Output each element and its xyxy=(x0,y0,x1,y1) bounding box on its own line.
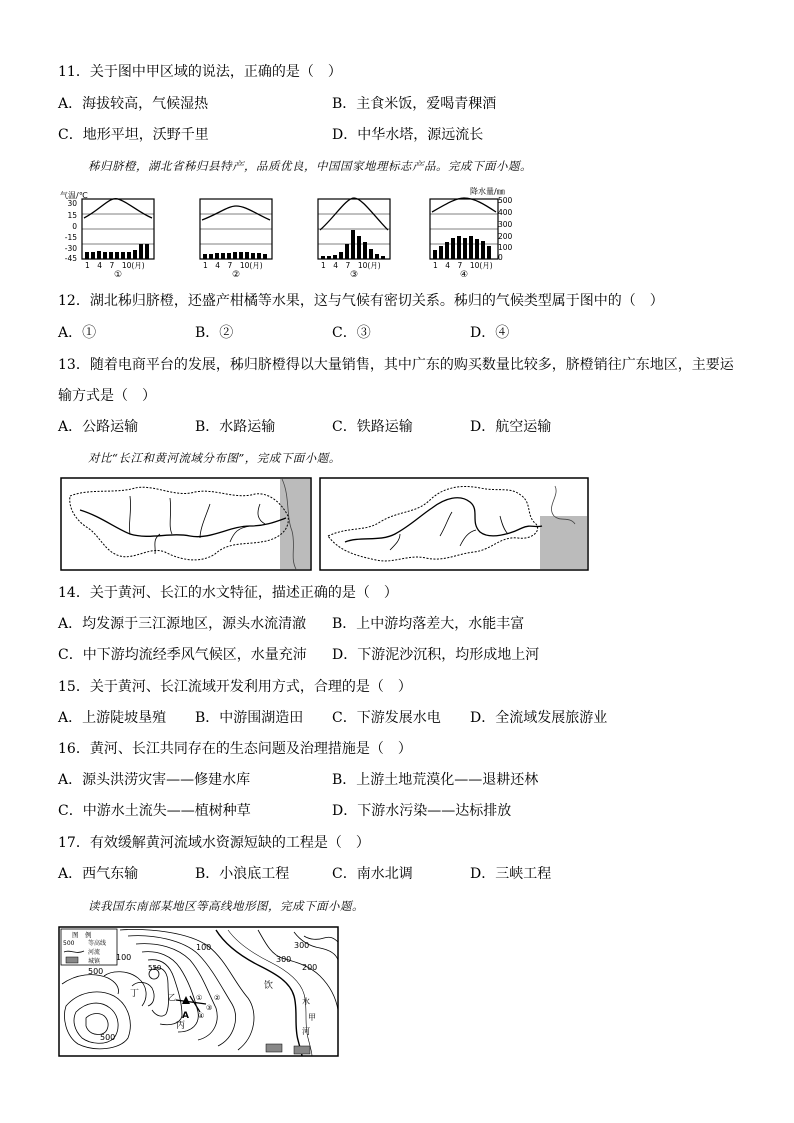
q17-stem: 17．有效缓解黄河流域水资源短缺的工程是（ ） xyxy=(58,835,370,851)
panel-label: ② xyxy=(231,270,241,278)
q16-option-a[interactable]: A．源头洪涝灾害——修建水库 xyxy=(58,772,251,788)
right-axis-title: 降水量/㎜ xyxy=(470,187,505,196)
label-200: 200 xyxy=(302,963,318,972)
label-yi: 乙 xyxy=(168,993,176,1002)
panel-labels xyxy=(114,270,468,278)
q15-option-b[interactable]: B．中游围湖造田 xyxy=(195,710,304,726)
right-tick: 300 xyxy=(498,220,513,229)
q14-option-b[interactable]: B．上中游均落差大，水能丰富 xyxy=(332,616,525,632)
q14-option-c[interactable]: C．中下游均流经季风气候区，水量充沛 xyxy=(58,647,307,663)
left-ticks xyxy=(65,199,77,263)
legend-river-label: 河流 xyxy=(88,949,101,956)
q11-option-c[interactable]: C．地形平坦，沃野千里 xyxy=(58,127,209,143)
label-circle-2: ② xyxy=(214,994,221,1002)
label-circle-4: ④ xyxy=(198,1012,205,1020)
q16-option-c[interactable]: C．中游水土流失——植树种草 xyxy=(58,803,251,819)
panel-label: ④ xyxy=(459,270,469,278)
q13-stem-line2: 输方式是（ ） xyxy=(58,388,156,404)
x-tick-labels xyxy=(85,261,493,270)
x-ticks: 1 4 7 10(月) xyxy=(85,261,145,270)
right-tick: 400 xyxy=(498,208,513,217)
q14-stem: 14．关于黄河、长江的水文特征，描述正确的是（ ） xyxy=(58,585,398,601)
climate-panel-1 xyxy=(82,199,154,259)
q11-option-b[interactable]: B．主食米饭，爱喝青稞酒 xyxy=(332,96,497,112)
yellow-river-basin-map xyxy=(320,478,588,570)
intro-rivers: 对比“长江和黄河流域分布图”，完成下面小题。 xyxy=(88,451,341,465)
q13-stem-line1: 13．随着电商平台的发展，秭归脐橙得以大量销售，其中广东的购买数量比较多，脐橙销往广东地区，主要运 xyxy=(58,357,734,373)
q11-stem: 11．关于图中甲区域的说法，正确的是（ ） xyxy=(58,64,342,80)
left-tick: -45 xyxy=(64,254,77,263)
left-tick: 15 xyxy=(67,211,77,220)
q17-option-c[interactable]: C．南水北调 xyxy=(332,866,413,882)
left-tick: 30 xyxy=(67,199,77,208)
left-tick: 0 xyxy=(72,222,77,231)
left-tick: -15 xyxy=(64,233,77,242)
label-ding: 丁 xyxy=(130,989,140,999)
q13-option-d[interactable]: D．航空运输 xyxy=(470,419,552,435)
intro-contour: 读我国东南部某地区等高线地形图，完成下面小题。 xyxy=(88,899,364,913)
label-500: 500 xyxy=(88,967,104,976)
q12-option-b[interactable]: B．② xyxy=(195,325,234,341)
label-300: 300 xyxy=(294,941,310,950)
right-tick: 0 xyxy=(498,253,503,262)
legend-title: 图 例 xyxy=(72,931,92,939)
q15-option-c[interactable]: C．下游发展水电 xyxy=(332,710,441,726)
right-tick: 100 xyxy=(498,243,513,252)
label-shui: 水 xyxy=(302,997,310,1006)
label-500: 500 xyxy=(100,1033,116,1042)
q17-option-d[interactable]: D．三峡工程 xyxy=(470,866,552,882)
x-ticks: 1 4 7 10(月) xyxy=(321,261,381,270)
q11-option-a[interactable]: A．海拔较高，气候湿热 xyxy=(58,96,209,112)
q17-option-b[interactable]: B．小浪底工程 xyxy=(195,866,290,882)
q11-option-d[interactable]: D．中华水塔，源远流长 xyxy=(332,127,484,143)
q15-option-a[interactable]: A．上游陡坡垦殖 xyxy=(58,710,167,726)
q12-stem: 12．湖北秭归脐橙，还盛产柑橘等水果，这与气候有密切关系。秭归的气候类型属于图中的（ ） xyxy=(58,293,664,309)
q13-option-a[interactable]: A．公路运输 xyxy=(58,419,139,435)
label-yin: 饮 xyxy=(264,981,274,991)
q12-option-c[interactable]: C．③ xyxy=(332,325,371,341)
q16-stem: 16．黄河、长江共同存在的生态问题及治理措施是（ ） xyxy=(58,741,412,757)
label-circle-3: ③ xyxy=(206,1004,213,1012)
climate-panel-4 xyxy=(430,198,498,259)
panel-label: ③ xyxy=(349,270,359,278)
town-marker xyxy=(294,1046,310,1054)
river-basin-maps xyxy=(60,476,590,572)
label-a: A xyxy=(182,1011,189,1021)
q12-option-a[interactable]: A．① xyxy=(58,325,97,341)
legend-contour-label: 等高线 xyxy=(88,940,107,947)
legend-500: 500 xyxy=(63,940,75,947)
right-ticks xyxy=(498,196,513,262)
x-ticks: 1 4 7 10(月) xyxy=(203,261,263,270)
q15-option-d[interactable]: D．全流域发展旅游业 xyxy=(470,710,608,726)
q13-option-c[interactable]: C．铁路运输 xyxy=(332,419,413,435)
label-jia: 甲 xyxy=(308,1013,316,1022)
intro-zigui: 秭归脐橙，湖北省秭归县特产，品质优良，中国国家地理标志产品。完成下面小题。 xyxy=(88,159,532,173)
yangtze-basin-map xyxy=(61,478,311,570)
panel-label: ① xyxy=(113,270,123,278)
q12-option-d[interactable]: D．④ xyxy=(470,325,510,341)
label-bing: 丙 xyxy=(176,1021,186,1031)
label-he: 河 xyxy=(302,1027,310,1036)
climate-panel-2 xyxy=(200,199,272,259)
q16-option-d[interactable]: D．下游水污染——达标排放 xyxy=(332,803,512,819)
label-300: 300 xyxy=(276,955,292,964)
q17-option-a[interactable]: A．西气东输 xyxy=(58,866,139,882)
climate-chart-figure xyxy=(58,186,528,278)
climate-panel-3 xyxy=(318,198,390,259)
right-tick: 500 xyxy=(498,196,513,205)
left-tick: -30 xyxy=(64,244,77,253)
q13-option-b[interactable]: B．水路运输 xyxy=(195,419,276,435)
right-tick: 200 xyxy=(498,232,513,241)
q14-option-d[interactable]: D．下游泥沙沉积，均形成地上河 xyxy=(332,647,540,663)
x-ticks: 1 4 7 10(月) xyxy=(433,261,493,270)
q15-stem: 15．关于黄河、长江流域开发利用方式，合理的是（ ） xyxy=(58,679,412,695)
label-circle-1: ① xyxy=(196,994,203,1002)
town-marker xyxy=(266,1044,282,1052)
map-legend xyxy=(61,929,117,965)
label-550: 550 xyxy=(148,964,162,972)
contour-map xyxy=(58,926,340,1058)
left-axis-title: 气温/℃ xyxy=(60,191,88,200)
legend-town-label: 城镇 xyxy=(88,958,101,965)
q16-option-b[interactable]: B．上游土地荒漠化——退耕还林 xyxy=(332,772,539,788)
q14-option-a[interactable]: A．均发源于三江源地区，源头水流清澈 xyxy=(58,616,307,632)
label-100: 100 xyxy=(196,943,212,952)
label-100: 100 xyxy=(116,953,132,962)
